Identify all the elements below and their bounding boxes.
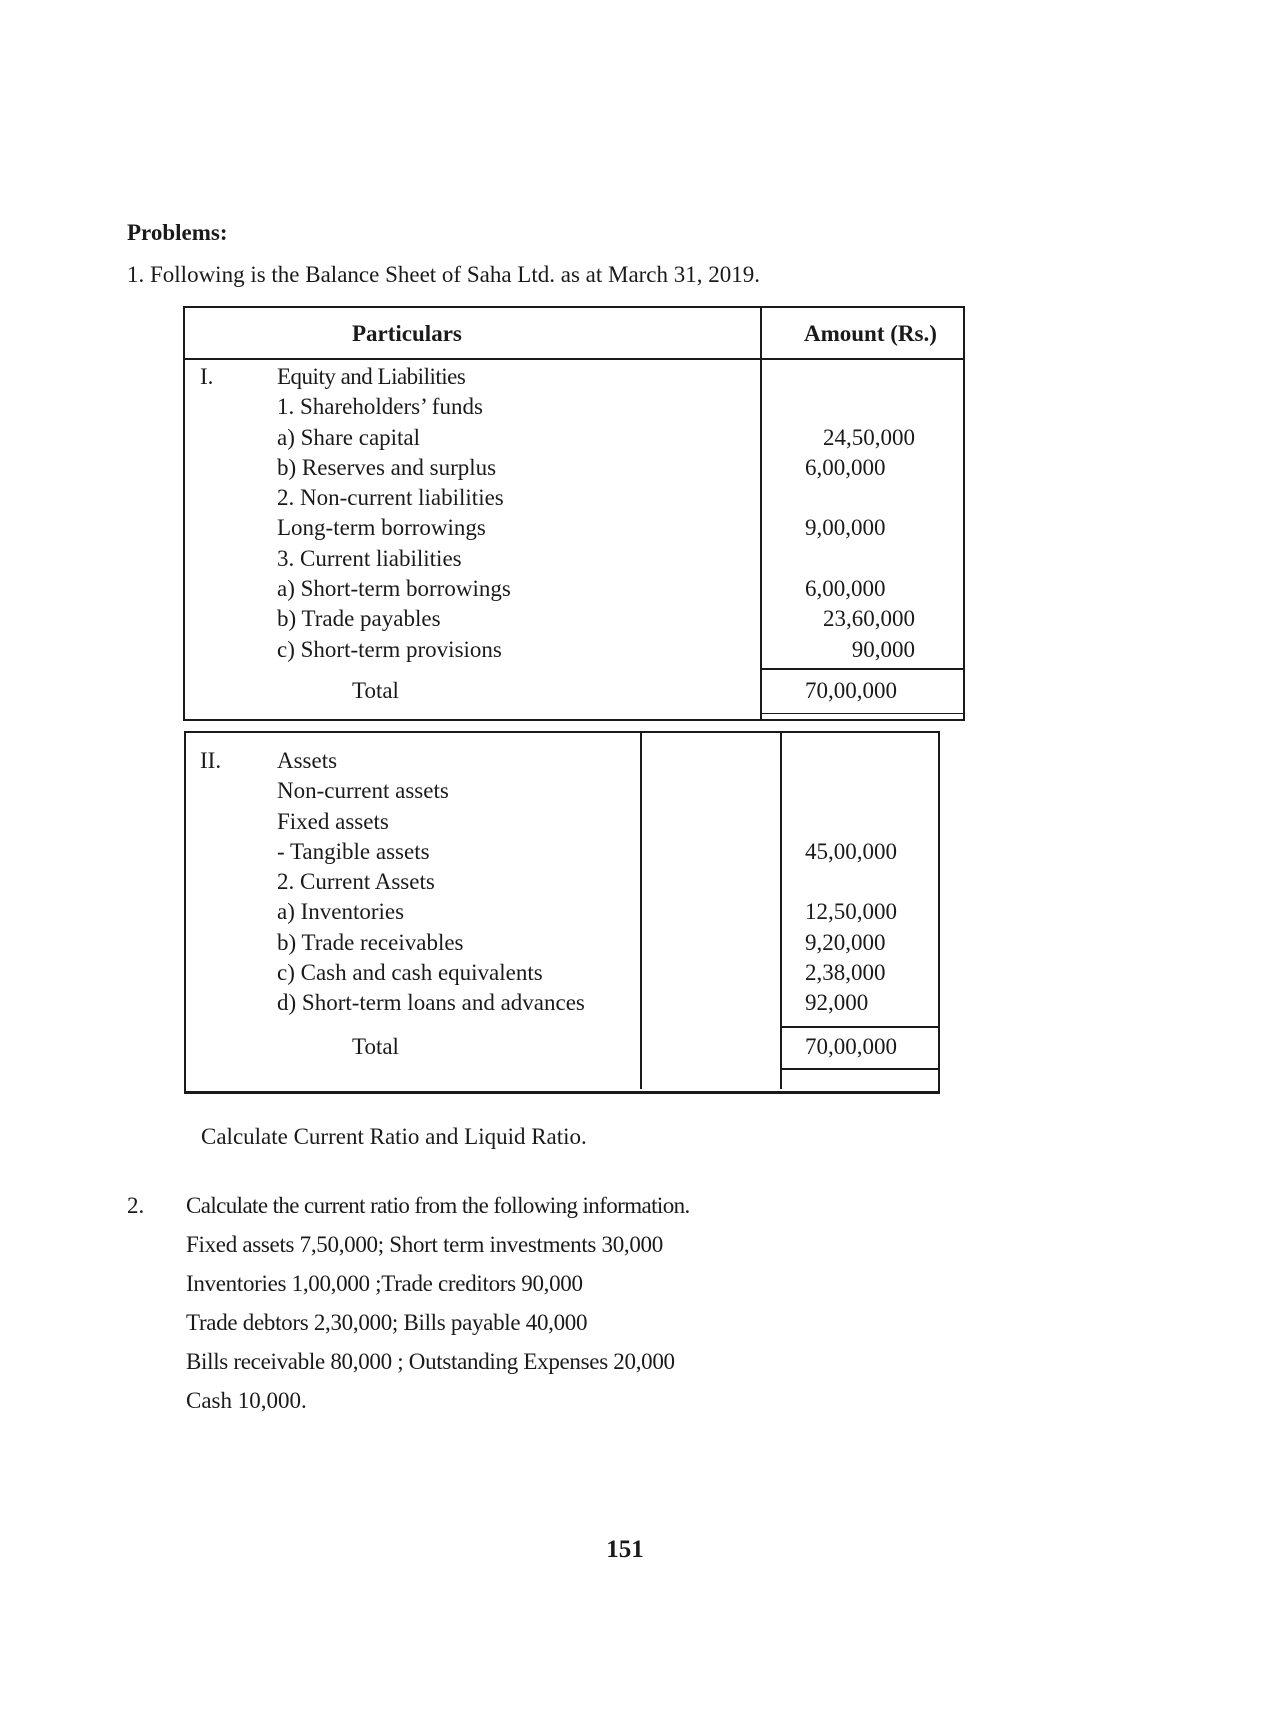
row-label: Equity and Liabilities [277,364,466,389]
row-label: 3. Current liabilities [277,545,462,571]
row-label: 2. Current Assets [277,869,435,895]
total-amount: 70,00,000 [805,678,897,703]
row-amount: 6,00,000 [805,454,886,480]
section-numeral: I. [200,364,214,389]
row-amount: 23,60,000 [823,606,915,632]
row-amount: 92,000 [805,990,869,1016]
liabilities-labels [277,362,511,665]
row-label: b) Trade receivables [277,929,464,955]
row-amount [805,362,915,392]
total-amount: 70,00,000 [805,1034,897,1059]
row-label: c) Short-term provisions [277,636,502,662]
row-label: c) Cash and cash equivalents [277,960,543,986]
row-amount: 90,000 [851,636,915,662]
problem1-question: Calculate Current Ratio and Liquid Ratio. [201,1124,587,1149]
row-label: Long-term borrowings [277,515,486,541]
section-numeral: II. [200,748,222,773]
row-label: b) Reserves and surplus [277,454,497,480]
row-label: b) Trade payables [277,606,441,632]
problem2-line: Calculate the current ratio from the following information. [186,1193,690,1218]
row-amount: 9,20,000 [805,929,886,955]
liabilities-amounts [805,362,915,665]
row-label: d) Short-term loans and advances [277,990,585,1016]
row-amount [805,746,897,776]
row-amount [805,867,897,897]
row-amount: 6,00,000 [805,576,886,602]
row-amount: 9,00,000 [805,515,886,541]
problem2-line: Bills receivable 80,000 ; Outstanding Expenses 20,000 [186,1349,675,1374]
row-amount [805,544,915,574]
problems-heading: Problems: [127,220,228,245]
amount-header: Amount (Rs.) [804,321,937,346]
row-amount: 45,00,000 [805,838,897,864]
row-label: Non-current assets [277,778,449,804]
page-number: 151 [606,1536,644,1563]
row-label: a) Short-term borrowings [277,576,511,602]
problem2-line: Cash 10,000. [186,1388,307,1413]
row-amount [805,392,915,422]
total-label: Total [352,678,399,703]
problem1-intro: 1. Following is the Balance Sheet of Saha Ltd. as at March 31, 2019. [127,262,761,287]
row-label: - Tangible assets [277,838,430,864]
row-label: Fixed assets [277,808,389,834]
row-label: a) Inventories [277,899,405,925]
assets-labels [277,746,585,1019]
problem2-line: Fixed assets 7,50,000; Short term investments 30,000 [186,1232,663,1257]
row-label: 2. Non-current liabilities [277,485,504,511]
row-amount: 12,50,000 [805,899,897,925]
problem2-line: Inventories 1,00,000 ;Trade creditors 90,000 [186,1271,583,1296]
row-amount [805,483,915,513]
problem2-lines [186,1191,690,1425]
row-amount: 24,50,000 [823,424,915,450]
row-amount [805,807,897,837]
assets-amounts [805,746,897,1019]
problem2-number: 2. [127,1193,145,1218]
particulars-header: Particulars [352,321,462,346]
row-label: 1. Shareholders’ funds [277,394,483,420]
row-amount: 2,38,000 [805,960,886,986]
row-label: Assets [277,748,338,773]
row-amount [805,776,897,806]
row-label: a) Share capital [277,424,421,450]
total-label: Total [352,1034,399,1059]
problem2-line: Trade debtors 2,30,000; Bills payable 40,000 [186,1310,588,1335]
